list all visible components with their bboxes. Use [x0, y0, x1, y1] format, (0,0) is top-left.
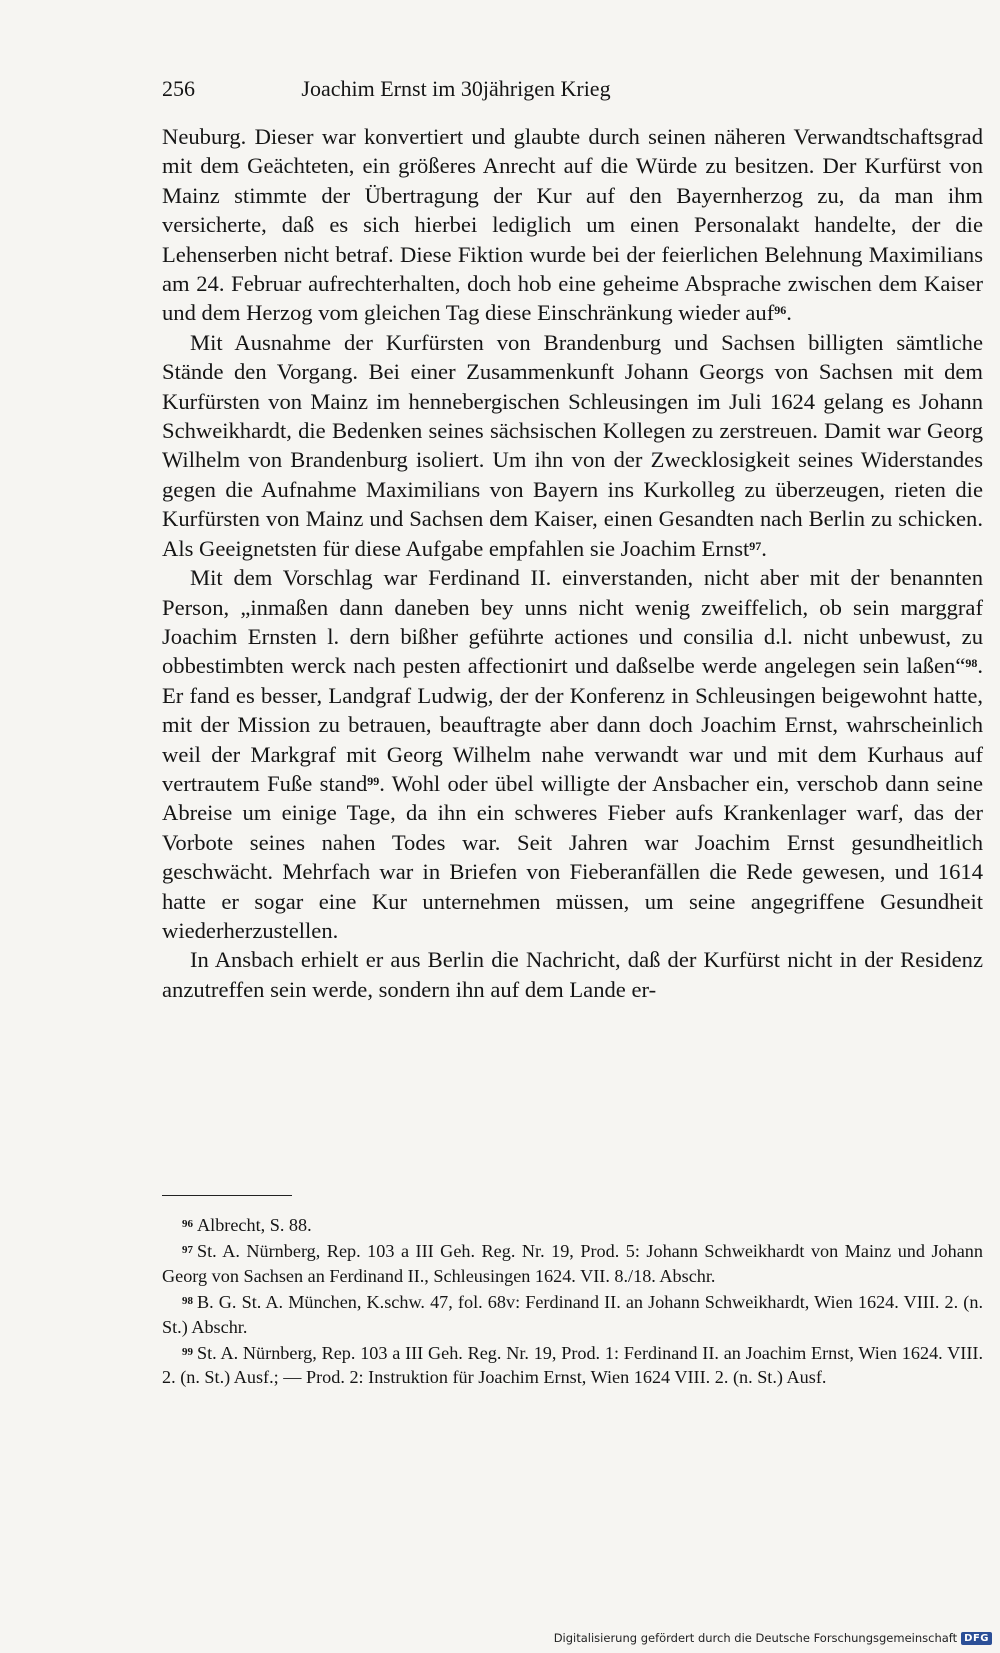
page-number: 256 — [162, 76, 195, 101]
paragraph-3: Mit dem Vorschlag war Ferdinand II. einverstanden, nicht aber mit der benannten Person, „inmaßen dann daneben bey unns nicht wenig zweiffelich, ob sein marggraf Joachim Ernsten l. dern bißher geführte actiones und consilia d.l. nicht unbewust, zu obbestimbten werck nach pesten affectionirt und daßselbe werde angelegen sein laßen“$^{98}$. Er fand es besser, Landgraf Ludwig, der der Konferenz in Schleusingen beigewohnt hatte, mit der Mission zu betrauen, beauftragte aber dann doch Joachim Ernst, wahrscheinlich weil der Markgraf mit Georg Wilhelm nahe verwandt war und mit dem Kurhaus auf vertrautem Fuße stand$^{99}$. Wohl oder übel willigte der Ansbacher ein, verschob dann seine Abreise um einige Tage, da ihn ein schweres Fieber aufs Krankenlager warf, das der Vorbote seines nahen Todes war. Seit Jahren war Joachim Ernst gesundheitlich geschwächt. Mehrfach war in Briefen von Fieberanfällen die Rede gewesen, und 1614 hatte er sogar eine Kur unternehmen müssen, um seine angegriffene Gesundheit wiederherzustellen. — [162, 565, 984, 943]
paragraph-1: Neuburg. Dieser war konvertiert und glaubte durch seinen näheren Verwandtschaftsgrad mit dem Geächteten, ein größeres Anrecht auf die Würde zu besitzen. Der Kurfürst von Mainz stimmte der Übertragung der Kur auf den Bayernherzog zu, da man ihm versicherte, daß es sich hierbei lediglich um einen Personalakt handelte, der die Lehenserben nicht betraf. Diese Fiktion wurde bei der feierlichen Belehnung Maximilians am 24. Februar aufrechterhalten, doch hob eine geheime Absprache zwischen dem Kaiser und dem Herzog vom gleichen Tag diese Einschränkung wieder auf$^{96}$. — [162, 124, 983, 326]
paragraph-4: In Ansbach erhielt er aus Berlin die Nachricht, daß der Kurfürst nicht in der Residenz anzutreffen sein werde, sondern ihn auf dem Lande er- — [162, 947, 983, 1002]
footnote-99: $^{99}$ St. A. Nürnberg, Rep. 103 a III Geh. Reg. Nr. 19, Prod. 1: Ferdinand II. an Joachim Ernst, Wien 1624. VIII. 2. (n. St.) Ausf.; — Prod. 2: Instruktion für Joachim Ernst, Wien 1624 VIII. 2. (n. St.) Ausf. — [162, 1343, 983, 1388]
footnote-ref-96[interactable]: 96 — [774, 303, 787, 318]
footnote-96: $^{96}$ Albrecht, S. 88. — [182, 1215, 312, 1235]
footnote-ref-99[interactable]: 99 — [367, 773, 380, 788]
funding-notice: Digitalisierung gefördert durch die Deutsche Forschungsgemeinschaft — [553, 1631, 958, 1645]
footnote-98: $^{98}$ B. G. St. A. München, K.schw. 47, fol. 68v: Ferdinand II. an Johann Schweikhardt, Wien 1624. VIII. 2. (n. St.) Abschr. — [162, 1292, 983, 1337]
body-text — [162, 122, 983, 1004]
digitization-footer — [554, 1629, 992, 1647]
footnotes — [162, 1213, 983, 1392]
page-header — [162, 76, 732, 108]
dfg-logo[interactable]: DFG — [961, 1632, 992, 1645]
running-title: Joachim Ernst im 30jährigen Krieg — [301, 76, 611, 101]
footnote-97: $^{97}$ St. A. Nürnberg, Rep. 103 a III Geh. Reg. Nr. 19, Prod. 5: Johann Schweikhardt von Mainz und Johann Georg von Sachsen an Ferdinand II., Schleusingen 1624. VII. 8./18. Abschr. — [162, 1241, 983, 1286]
paragraph-2: Mit Ausnahme der Kurfürsten von Brandenburg und Sachsen billigten sämtliche Stände den Vorgang. Bei einer Zusammenkunft Johann Georgs von Sachsen mit dem Kurfürsten von Mainz im hennebergischen Schleusingen im Juli 1624 gelang es Johann Schweikhardt, die Bedenken seines sächsischen Kollegen zu zerstreuen. Damit war Georg Wilhelm von Brandenburg isoliert. Um ihn von der Zwecklosigkeit seines Widerstandes gegen die Aufnahme Maximilians von Bayern ins Kurkolleg zu überzeugen, rieten die Kurfürsten von Mainz und Sachsen dem Kaiser, einen Gesandten nach Berlin zu schicken. Als Geeignetsten für diese Aufgabe empfahlen sie Joachim Ernst$^{97}$. — [162, 329, 983, 561]
footnote-ref-98[interactable]: 98 — [965, 656, 978, 671]
footnote-ref-97[interactable]: 97 — [749, 538, 762, 553]
footnote-divider — [162, 1195, 292, 1196]
